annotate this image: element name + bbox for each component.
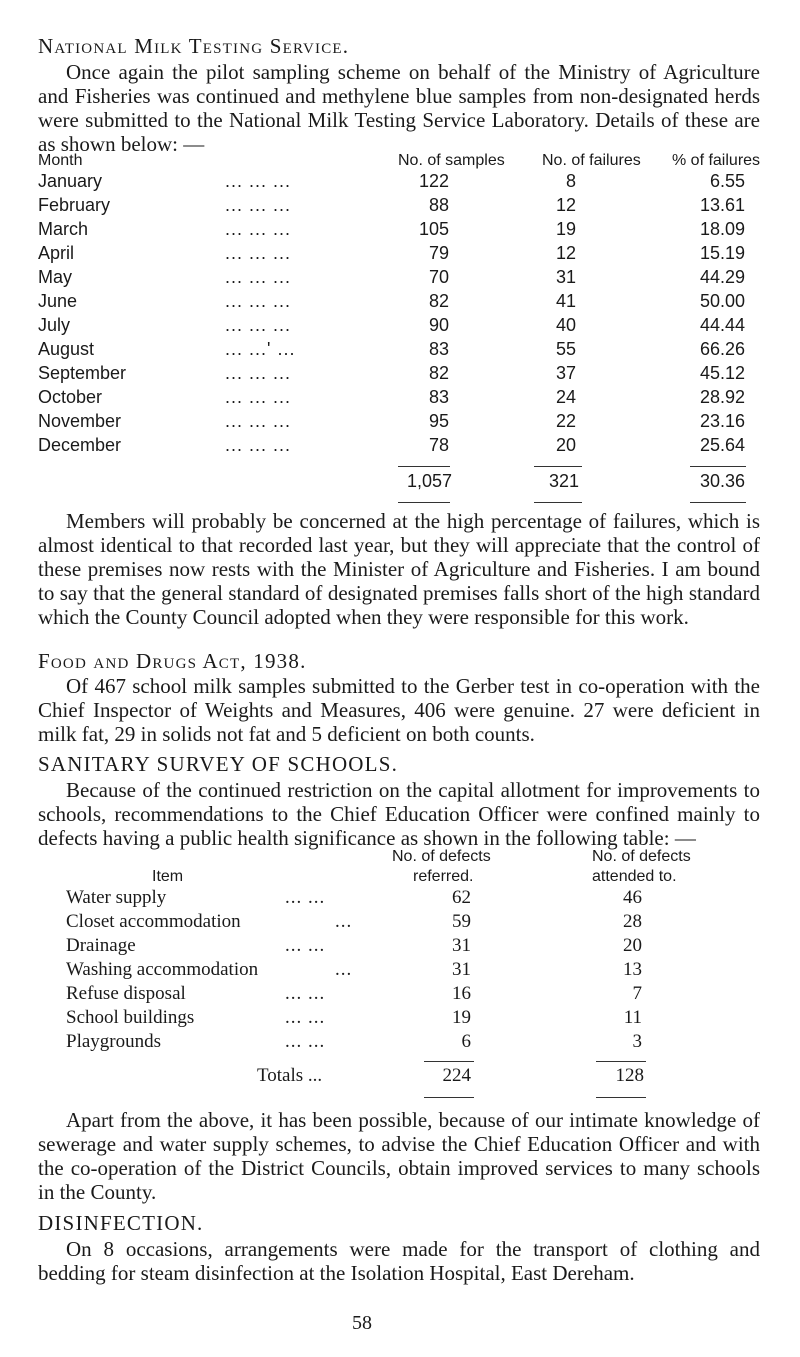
table-row xyxy=(0,1007,800,1031)
table-row xyxy=(0,171,800,195)
month-cell: December xyxy=(38,435,122,455)
total-samples: 1,057 xyxy=(406,471,452,491)
attended-cell: 13 xyxy=(623,959,642,980)
table-row xyxy=(0,387,800,411)
table-row xyxy=(0,267,800,291)
rule-below-total-attended xyxy=(596,1097,646,1098)
failures-cell: 19 xyxy=(555,219,576,239)
month-cell: August xyxy=(38,339,95,359)
paragraph-sanitary-survey: Because of the continued restriction on the capital allotment for improvements to schools, recommendations to the Chief Education Officer were confined mainly to defects having a public health significance as shown in the following table: — xyxy=(38,778,760,850)
table-row xyxy=(0,339,800,363)
percent-cell: 25.64 xyxy=(699,435,745,455)
percent-cell: 50.00 xyxy=(699,291,745,311)
leader-dots: ... ...' ... xyxy=(225,339,296,359)
leader-dots: ... ... ... xyxy=(225,315,292,335)
samples-cell: 83 xyxy=(428,387,449,407)
percent-cell: 6.55 xyxy=(709,171,745,191)
referred-cell: 19 xyxy=(452,1007,471,1028)
paragraph-food-drugs-act: Of 467 school milk samples submitted to the Gerber test in co-operation with the Chief Inspector of Weights and Measures, 406 were genuine. 27 were deficient in milk fat, 29 in solids not fat and 5 deficient on both counts. xyxy=(38,674,760,746)
failures-cell: 41 xyxy=(555,291,576,311)
failures-cell: 37 xyxy=(555,363,576,383)
header-defects-attended: No. of defects xyxy=(592,848,691,865)
table-row xyxy=(0,243,800,267)
total-percent: 30.36 xyxy=(699,471,745,491)
month-cell: September xyxy=(38,363,127,383)
samples-cell: 95 xyxy=(428,411,449,431)
paragraph-milk-testing: Once again the pilot sampling scheme on behalf of the Ministry of Agriculture and Fisheries was continued and methylene blue samples from non-designated herds were submitted to the National Milk Testing Service Laboratory. Details of these are as shown below: — xyxy=(38,60,760,156)
rule-above-total-failures xyxy=(534,466,582,467)
samples-cell: 79 xyxy=(428,243,449,263)
failures-cell: 12 xyxy=(555,195,576,215)
attended-cell: 11 xyxy=(623,1007,642,1028)
samples-cell: 105 xyxy=(418,219,449,239)
total-attended: 128 xyxy=(615,1065,644,1086)
header-defects-referred: No. of defects xyxy=(392,848,491,865)
samples-cell: 70 xyxy=(428,267,449,287)
samples-cell: 83 xyxy=(428,339,449,359)
referred-cell: 16 xyxy=(452,983,471,1004)
table-row xyxy=(0,291,800,315)
attended-cell: 46 xyxy=(623,887,642,908)
percent-cell: 23.16 xyxy=(699,411,745,431)
failures-cell: 55 xyxy=(555,339,576,359)
percent-cell: 44.29 xyxy=(699,267,745,287)
failures-cell: 31 xyxy=(555,267,576,287)
paragraph-sewerage-advice: Apart from the above, it has been possible, because of our intimate knowledge of sewerage and water supply schemes, to advise the Chief Education Officer and with the co-operation of the District Councils, obtain improved services to many schools in the County. xyxy=(38,1108,760,1204)
attended-cell: 20 xyxy=(623,935,642,956)
month-cell: November xyxy=(38,411,122,431)
heading-milk-testing: National Milk Testing Service. xyxy=(38,34,350,58)
table-row xyxy=(0,363,800,387)
table-row xyxy=(0,195,800,219)
failures-cell: 20 xyxy=(555,435,576,455)
header-samples: No. of samples xyxy=(398,152,505,169)
leader-dots: ... ... ... xyxy=(225,219,292,239)
rule-above-total-samples xyxy=(398,466,450,467)
total-failures: 321 xyxy=(548,471,579,491)
month-cell: February xyxy=(38,195,111,215)
total-referred: 224 xyxy=(442,1065,471,1086)
leader-dots: ... ... ... xyxy=(225,291,292,311)
referred-cell: 31 xyxy=(452,959,471,980)
milk-totals-row xyxy=(0,471,800,495)
leader-dots: ... ... ... xyxy=(225,267,292,287)
rule-below-total-failures xyxy=(534,502,582,503)
item-cell: Playgrounds xyxy=(66,1031,161,1052)
item-cell: Drainage xyxy=(66,935,136,956)
leader-dots: ... ... ... xyxy=(225,435,292,455)
header-attended-line2: attended to. xyxy=(592,868,677,885)
month-cell: June xyxy=(38,291,78,311)
totals-label: Totals ... xyxy=(257,1065,323,1086)
attended-cell: 28 xyxy=(623,911,642,932)
percent-cell: 44.44 xyxy=(699,315,745,335)
failures-cell: 8 xyxy=(565,171,576,191)
leader-dots: ... xyxy=(335,911,353,932)
item-cell: Washing accommodation xyxy=(66,959,259,980)
table-row xyxy=(0,1031,800,1055)
samples-cell: 82 xyxy=(428,291,449,311)
leader-dots: ... ... xyxy=(285,935,326,956)
month-cell: July xyxy=(38,315,71,335)
table-row xyxy=(0,983,800,1007)
leader-dots: ... ... ... xyxy=(225,387,292,407)
leader-dots: ... ... xyxy=(285,983,326,1004)
item-cell: School buildings xyxy=(66,1007,195,1028)
rule-below-total-percent xyxy=(690,502,746,503)
failures-cell: 40 xyxy=(555,315,576,335)
month-cell: April xyxy=(38,243,75,263)
rule-above-total-referred xyxy=(424,1061,474,1062)
header-referred-line2: referred. xyxy=(413,868,474,885)
attended-cell: 3 xyxy=(632,1031,642,1052)
leader-dots: ... ... ... xyxy=(225,171,292,191)
paragraph-members-concern: Members will probably be concerned at the high percentage of failures, which is almost identical to that recorded last year, but they will appreciate that the control of these premises now rests with the Minister of Agriculture and Fisheries. I am bound to say that the general standard of designated premises falls short of the high standard which the County Council adopted when they were responsible for this work. xyxy=(38,509,760,629)
percent-cell: 15.19 xyxy=(699,243,745,263)
table-row xyxy=(0,935,800,959)
rule-above-total-percent xyxy=(690,466,746,467)
month-cell: May xyxy=(38,267,73,287)
month-cell: March xyxy=(38,219,89,239)
samples-cell: 122 xyxy=(418,171,449,191)
percent-cell: 18.09 xyxy=(699,219,745,239)
item-cell: Closet accommodation xyxy=(66,911,241,932)
defects-totals-row xyxy=(0,1065,800,1089)
samples-cell: 88 xyxy=(428,195,449,215)
page-number: 58 xyxy=(352,1312,372,1334)
header-item: Item xyxy=(152,868,184,885)
percent-cell: 45.12 xyxy=(699,363,745,383)
table-row xyxy=(0,219,800,243)
samples-cell: 78 xyxy=(428,435,449,455)
referred-cell: 62 xyxy=(452,887,471,908)
leader-dots: ... ... xyxy=(285,1007,326,1028)
referred-cell: 31 xyxy=(452,935,471,956)
leader-dots: ... ... xyxy=(285,1031,326,1052)
leader-dots: ... ... ... xyxy=(225,243,292,263)
samples-cell: 90 xyxy=(428,315,449,335)
heading-food-drugs-act: Food and Drugs Act, 1938. xyxy=(38,649,307,673)
header-month: Month xyxy=(38,152,83,169)
percent-cell: 66.26 xyxy=(699,339,745,359)
rule-above-total-attended xyxy=(596,1061,646,1062)
item-cell: Water supply xyxy=(66,887,167,908)
leader-dots: ... ... ... xyxy=(225,411,292,431)
failures-cell: 12 xyxy=(555,243,576,263)
leader-dots: ... ... xyxy=(285,887,326,908)
item-cell: Refuse disposal xyxy=(66,983,186,1004)
table-row xyxy=(0,411,800,435)
heading-sanitary-survey: SANITARY SURVEY OF SCHOOLS. xyxy=(38,752,399,776)
attended-cell: 7 xyxy=(632,983,642,1004)
month-cell: January xyxy=(38,171,103,191)
leader-dots: ... ... ... xyxy=(225,195,292,215)
header-percent: % of failures xyxy=(672,152,761,169)
header-failures: No. of failures xyxy=(542,152,641,169)
leader-dots: ... ... ... xyxy=(225,363,292,383)
samples-cell: 82 xyxy=(428,363,449,383)
table-row xyxy=(0,435,800,459)
table-row xyxy=(0,911,800,935)
leader-dots: ... xyxy=(335,959,353,980)
failures-cell: 24 xyxy=(555,387,576,407)
table-row xyxy=(0,959,800,983)
heading-disinfection: DISINFECTION. xyxy=(38,1211,204,1235)
percent-cell: 28.92 xyxy=(699,387,745,407)
referred-cell: 59 xyxy=(452,911,471,932)
rule-below-total-samples xyxy=(398,502,450,503)
table-row xyxy=(0,315,800,339)
rule-below-total-referred xyxy=(424,1097,474,1098)
failures-cell: 22 xyxy=(555,411,576,431)
month-cell: October xyxy=(38,387,103,407)
paragraph-disinfection: On 8 occasions, arrangements were made for the transport of clothing and bedding for steam disinfection at the Isolation Hospital, East Dereham. xyxy=(38,1237,760,1285)
table-row xyxy=(0,887,800,911)
referred-cell: 6 xyxy=(461,1031,471,1052)
percent-cell: 13.61 xyxy=(699,195,745,215)
